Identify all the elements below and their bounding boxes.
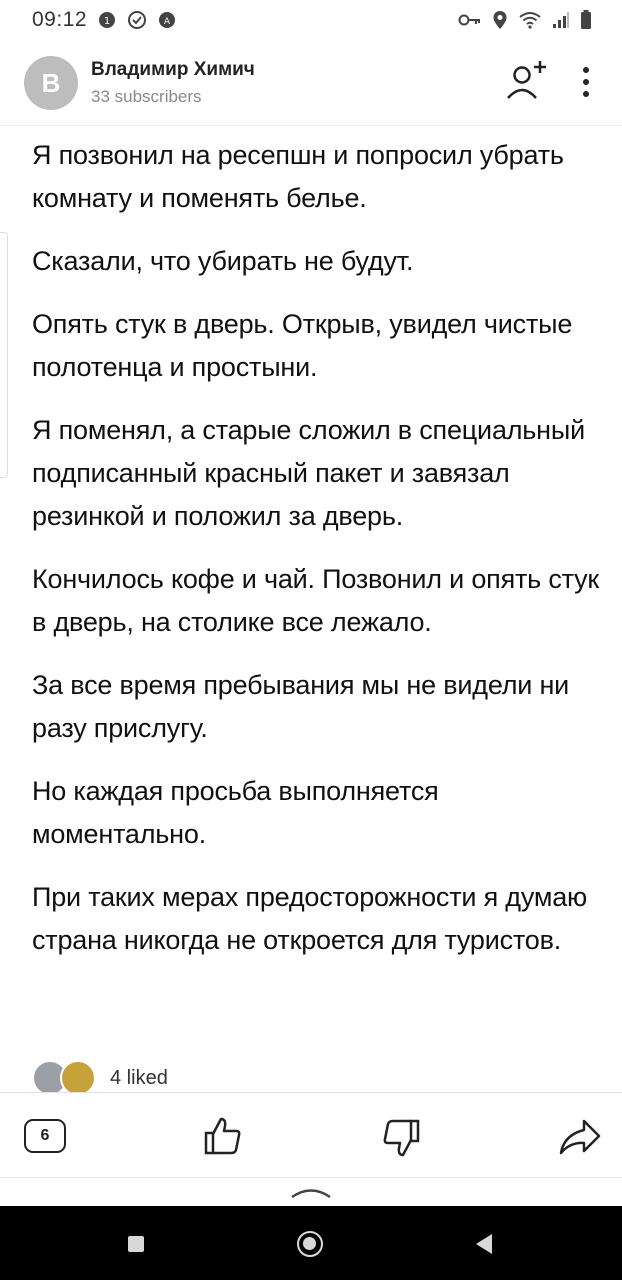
scroll-edge-indicator xyxy=(0,232,8,478)
article-paragraph: Я поменял, а старые сложил в специальный подписанный красный пакет и завязал резинкой и положил за дверь. xyxy=(32,415,585,531)
author-avatar[interactable]: B xyxy=(24,56,78,110)
check-circle-icon xyxy=(127,10,147,30)
more-options-button[interactable] xyxy=(574,62,598,102)
chevron-up-icon xyxy=(290,1184,332,1200)
article-paragraph: Но каждая просьба выполняется моментально. xyxy=(32,776,439,849)
article-paragraph: При таких мерах предосторожности я думаю страна никогда не откроется для туристов. xyxy=(32,882,588,955)
status-left xyxy=(32,8,177,32)
dislike-button[interactable] xyxy=(380,1117,422,1159)
battery-icon xyxy=(580,10,592,30)
subscribers-count: 33 subscribers xyxy=(91,87,202,106)
thumbs-up-icon xyxy=(202,1115,244,1157)
comments-count: 6 xyxy=(40,1127,50,1144)
key-icon xyxy=(458,12,482,28)
home-button[interactable] xyxy=(297,1231,323,1257)
notification-icon xyxy=(97,10,117,30)
back-button[interactable] xyxy=(476,1234,492,1254)
action-bar xyxy=(0,1092,622,1178)
share-arrow-icon xyxy=(558,1117,602,1157)
article-paragraph: Опять стук в дверь. Открыв, увидел чистые полотенца и простыни. xyxy=(32,309,573,382)
likes-count: 4 liked xyxy=(110,1066,168,1089)
liker-avatar xyxy=(60,1060,96,1096)
article-paragraph: Сказали, что убирать не будут. xyxy=(32,246,414,276)
subscribe-button[interactable] xyxy=(504,58,550,104)
article-paragraph: Кончилось кофе и чай. Позвонил и опять стук в дверь, на столике все лежало. xyxy=(32,564,600,637)
status-bar xyxy=(0,0,622,40)
like-button[interactable] xyxy=(202,1115,244,1157)
share-button[interactable] xyxy=(558,1117,602,1157)
channel-header xyxy=(0,40,622,126)
thumbs-down-icon xyxy=(380,1117,422,1159)
more-vertical-icon xyxy=(574,62,598,102)
signal-icon xyxy=(552,11,570,29)
recents-button[interactable] xyxy=(128,1236,144,1252)
system-navigation-bar xyxy=(0,1206,622,1280)
svg-text:1: 1 xyxy=(103,16,111,27)
article-body xyxy=(32,134,602,982)
add-person-icon xyxy=(504,58,550,104)
comments-button[interactable] xyxy=(24,1119,66,1153)
article-paragraph: Я позвонил на ресепшн и попросил убрать комнату и поменять белье. xyxy=(32,140,564,213)
author-name[interactable]: Владимир Химич xyxy=(91,59,255,80)
status-time: 09:12 xyxy=(32,8,88,31)
wifi-icon xyxy=(518,11,542,29)
expand-handle[interactable] xyxy=(290,1184,332,1200)
status-right xyxy=(458,10,592,30)
svg-text:A: A xyxy=(163,17,171,27)
article-paragraph: За все время пребывания мы не видели ни разу прислугу. xyxy=(32,670,570,743)
vpn-icon xyxy=(157,10,177,30)
location-icon xyxy=(492,10,508,30)
